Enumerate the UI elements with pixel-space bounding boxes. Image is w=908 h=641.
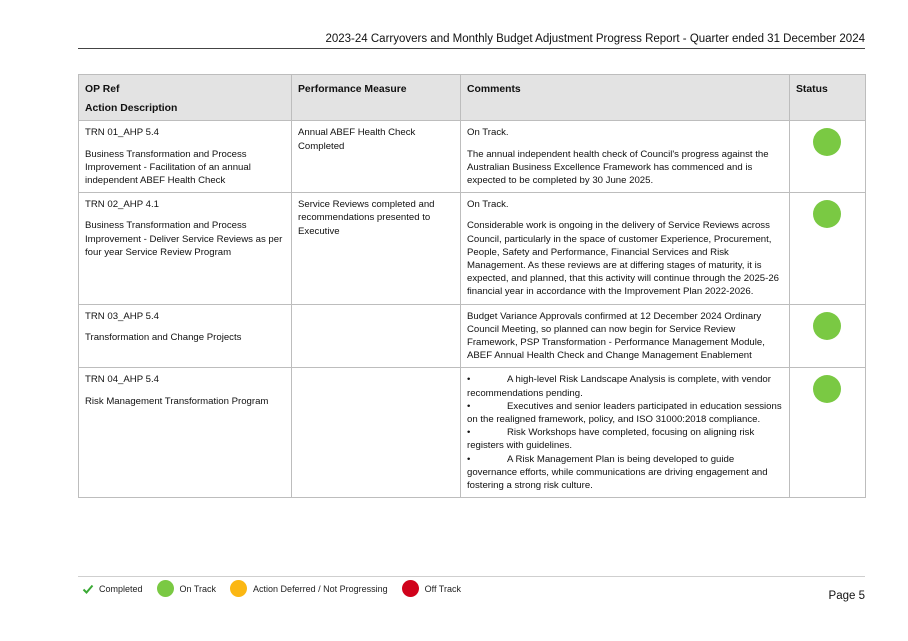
- comments-cell: [461, 121, 790, 193]
- bullet-icon: •: [467, 453, 471, 465]
- performance-measure-cell: [292, 121, 461, 193]
- col-header-op-ref: [79, 75, 292, 121]
- status-cell: [790, 121, 866, 193]
- bullet-text: Risk Workshops have completed, focusing on aligning risk registers with guidelines.: [467, 427, 755, 452]
- legend-label: On Track: [179, 583, 217, 594]
- col-header-status: Status: [790, 75, 866, 121]
- status-cell: [790, 368, 866, 498]
- list-item: [467, 453, 783, 493]
- comments-cell: [461, 193, 790, 304]
- comments-cell: [461, 304, 790, 368]
- bullet-text: Executives and senior leaders participated in education sessions on the realigned framework, policy, and ISO 31000:2018 compliance.: [467, 400, 782, 426]
- bullet-text: A Risk Management Plan is being developed to guide governance efforts, while communications are driving engagement and fostering a strong risk culture.: [467, 453, 768, 492]
- action-description: Business Transformation and Process Improvement - Deliver Service Reviews as per four year Service Review Program: [85, 220, 283, 258]
- action-description-header: Action Description: [85, 103, 178, 115]
- op-ref-cell: [79, 304, 292, 368]
- status-cell: [790, 304, 866, 368]
- table-row: [79, 121, 866, 193]
- bullet-icon: •: [467, 374, 471, 386]
- op-ref-cell: [79, 121, 292, 193]
- col-header-performance-measure: Performance Measure: [292, 75, 461, 121]
- performance-measure-cell: [292, 368, 461, 498]
- table-row: [79, 368, 866, 498]
- comment-bullet-list: [467, 373, 783, 492]
- comments-cell: [461, 368, 790, 498]
- performance-measure-cell: [292, 193, 461, 304]
- list-item: [467, 373, 783, 399]
- op-ref-cell: [79, 368, 292, 498]
- status-on-track-icon: [813, 312, 841, 340]
- op-ref: TRN 02_AHP 4.1: [85, 199, 159, 211]
- status-legend: [82, 580, 475, 597]
- page-number: Page 5: [828, 590, 865, 602]
- red-circle-icon: [402, 580, 419, 597]
- green-circle-icon: [157, 580, 174, 597]
- table-row: [79, 304, 866, 368]
- list-item: [467, 426, 783, 452]
- bullet-text: A high-level Risk Landscape Analysis is complete, with vendor recommendations pending.: [467, 374, 771, 399]
- checkmark-icon: [82, 583, 94, 595]
- legend-label: Completed: [99, 583, 143, 594]
- legend-off-track: [402, 580, 461, 597]
- legend-label: Action Deferred / Not Progressing: [253, 583, 388, 594]
- footer-divider: [78, 576, 865, 577]
- performance-measure: Service Reviews completed and recommendations presented to Executive: [298, 199, 435, 237]
- performance-measure: Annual ABEF Health Check Completed: [298, 127, 416, 152]
- comment-paragraph: On Track.: [467, 199, 509, 211]
- status-on-track-icon: [813, 128, 841, 156]
- performance-measure-cell: [292, 304, 461, 368]
- report-title: 2023-24 Carryovers and Monthly Budget Adjustment Progress Report - Quarter ended 31 December 2024: [325, 33, 865, 45]
- legend-on-track: [157, 580, 217, 597]
- comment-paragraph: The annual independent health check of Council's progress against the Australian Business Excellence Framework has commenced and is expected to be completed by 30 June 2025.: [467, 148, 769, 187]
- op-ref: TRN 03_AHP 5.4: [85, 310, 159, 322]
- table-row: [79, 193, 866, 304]
- op-ref: TRN 01_AHP 5.4: [85, 127, 159, 139]
- status-on-track-icon: [813, 200, 841, 228]
- op-ref-header: OP Ref: [85, 84, 120, 95]
- action-description: Risk Management Transformation Program: [85, 395, 269, 407]
- status-on-track-icon: [813, 375, 841, 403]
- status-cell: [790, 193, 866, 304]
- comment-paragraph: Budget Variance Approvals confirmed at 12 December 2024 Ordinary Council Meeting, so planned can now begin for Service Review Framework, PSP Transformation - Performance Management Module, ABEF Annual Health Check and Change Management Enablement: [467, 310, 765, 362]
- action-description: Transformation and Change Projects: [85, 331, 242, 343]
- comment-paragraph: Considerable work is ongoing in the delivery of Service Reviews across Council, particularly in the space of customer Experience, Procurement, People, Safety and Performance, Financial Services and Risk Management. As these reviews are at differing stages of maturity, it is expected, and planned, that this activity will continue through the 2025-26 financial year in accordance with the Improvement Plan 2022-2026.: [467, 220, 780, 298]
- legend-completed: [82, 583, 143, 595]
- amber-circle-icon: [230, 580, 247, 597]
- op-ref-cell: [79, 193, 292, 304]
- op-ref: TRN 04_AHP 5.4: [85, 374, 159, 386]
- col-header-comments: Comments: [461, 75, 790, 121]
- bullet-icon: •: [467, 427, 471, 439]
- header-divider: [78, 48, 865, 49]
- bullet-icon: •: [467, 400, 471, 412]
- comment-paragraph: On Track.: [467, 127, 509, 139]
- legend-deferred: [230, 580, 388, 597]
- list-item: [467, 400, 783, 426]
- action-description: Business Transformation and Process Improvement - Facilitation of an annual independent ABEF Health Check: [85, 148, 251, 187]
- table-header-row: [79, 75, 866, 121]
- legend-label: Off Track: [424, 583, 461, 594]
- progress-table: [78, 74, 866, 498]
